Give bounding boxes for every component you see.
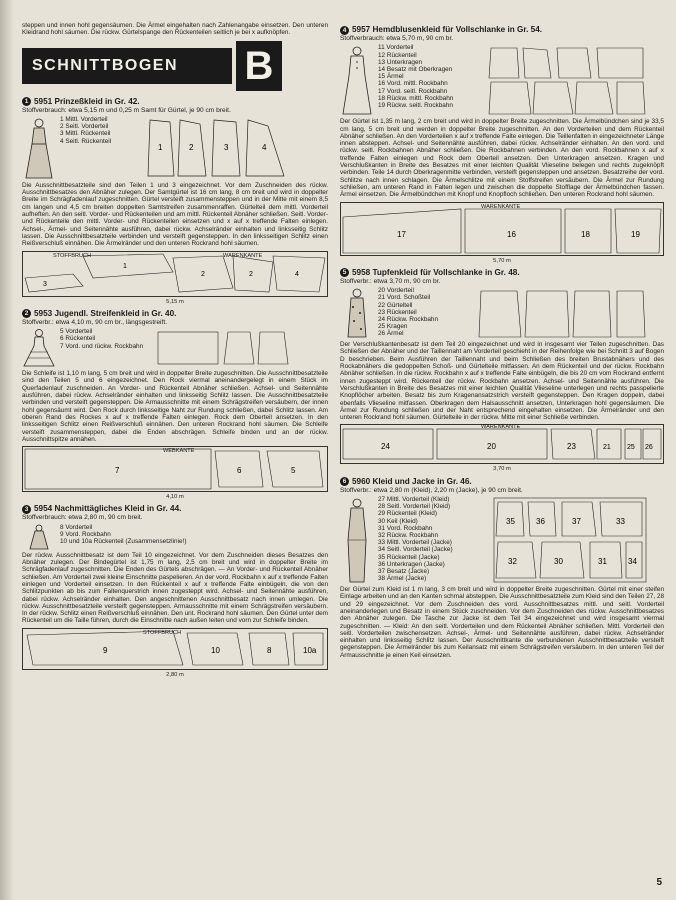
layout-piece-label: 33 bbox=[616, 517, 625, 527]
piece-list bbox=[378, 287, 473, 339]
fabric-usage: Stoffverbrauch: etwa 5,15 m und 0,25 m Samt für Gürtel, je 90 cm breit. bbox=[22, 106, 231, 114]
svg-text:4: 4 bbox=[262, 142, 267, 152]
piece-item: 21 Vord. Schoßteil bbox=[378, 294, 431, 302]
piece-item: 26 Ärmel bbox=[378, 330, 404, 338]
layout-piece-label: 10a bbox=[303, 645, 317, 655]
layout-piece-label: 3 bbox=[43, 280, 47, 288]
section-title: 5957 Hemdblusenkleid für Vollschlanke in Gr. 54. bbox=[352, 25, 543, 34]
layout-piece-label: 19 bbox=[631, 229, 640, 239]
piece-item: 19 Rückw. seitl. Rockbahn bbox=[378, 101, 453, 109]
section-5960 bbox=[340, 477, 664, 659]
svg-text:3: 3 bbox=[224, 142, 229, 152]
section-heading bbox=[340, 268, 664, 278]
piece-list bbox=[378, 44, 483, 116]
layout-piece-label: 34 bbox=[628, 557, 637, 567]
piece-item: 23 Rückenteil bbox=[378, 308, 417, 316]
piece-item: 31 Vord. Rockbahn bbox=[378, 524, 433, 532]
left-column bbox=[22, 22, 328, 679]
sketch-row bbox=[340, 44, 664, 116]
layout-piece-label: 26 bbox=[645, 444, 653, 452]
piece-item: 13 Unterkragen bbox=[378, 58, 423, 66]
piece-item: 4 Seitl. Rückenteil bbox=[60, 137, 112, 145]
sketch-row bbox=[22, 524, 328, 550]
piece-item: 1 Mittl. Vorderteil bbox=[60, 115, 108, 123]
instructions: Der rückw. Ausschnittbesatz ist dem Teil 10 eingezeichnet. Vor dem Zuschneiden dieses Besatzes den Abnäher zulegen. Der Bindegürtel ist 1,75 m lang, 2,5 cm breit und wird in doppelter Breite im Schrägfadenlauf zugeschnitten. Die Enden des Gürtels abschrägen. — An Vorder- und Rückenteil Abnäher schließen. Am Vorderteil zwei kleine Einschnitte paspelieren. An der vord. Rockbahn x auf x treffende Falten einlegen und Vorderteil einsetzen. In den Rückenteil x auf x treffende Falte einbügeln, die von den Schlitzpunkten ab bis zum Faltenquerstrich innen zugesteppt wird. Achsel- und Seitennähte ausführen, dabei rückw. Achselränder einhalten. Den angeschnittenen Ausschnittbesatz nach innen umlegen. Die rückw. Ausschnittbesatzteile versteift gegensteppen. Armausschnitte mit einem Schrägstreifen versäubern. In der rückw. Schlitz einen Reißverschluß einnähen. Den unt. Rockrand hohl säumen. Den Gürtel unter dem Rückenteil um die Taille führen, durch die Einschnitte nach außen leiten und vorn zur Schleife binden. bbox=[22, 551, 328, 625]
pattern-piece-sketches bbox=[144, 116, 294, 180]
piece-item: 25 Kragen bbox=[378, 323, 408, 331]
layout-piece-label: 23 bbox=[567, 442, 576, 452]
layout-piece-label: 36 bbox=[536, 517, 545, 527]
piece-item: 22 Gürteltell bbox=[378, 301, 413, 309]
page-number: 5 bbox=[656, 877, 662, 888]
fabric-usage: Stoffverbrauch: etwa 2,80 m, 90 cm breit. bbox=[22, 514, 143, 522]
piece-item: 6 Rückenteil bbox=[60, 335, 96, 343]
layout-piece-label: 35 bbox=[506, 517, 515, 527]
fabric-usage: Stoffverbrauch: etwa 5,70 m, 90 cm br. bbox=[340, 35, 454, 42]
selvage-label: WARENKANTE bbox=[223, 252, 263, 259]
layout-piece-label: 10 bbox=[211, 645, 220, 655]
banner-letter: B bbox=[236, 41, 282, 91]
section-heading bbox=[22, 97, 328, 107]
layout-piece-label: 9 bbox=[103, 645, 108, 655]
sketch-row bbox=[22, 116, 328, 180]
pattern-piece-sketches bbox=[487, 44, 647, 116]
section-number-badge: 5 bbox=[340, 268, 349, 277]
layout-piece-label: 5 bbox=[291, 466, 296, 476]
piece-item: 8 Vorderteil bbox=[60, 523, 93, 531]
layout-piece-label: 8 bbox=[267, 645, 272, 655]
selvage-label: WARENKANTE bbox=[481, 203, 521, 210]
layout-width: 4,10 m bbox=[166, 494, 184, 501]
page-gutter-shadow bbox=[0, 0, 14, 900]
piece-item: 10 und 10a Rückenteil (Zusammensetzlinie!) bbox=[60, 538, 187, 546]
section-number-badge: 2 bbox=[22, 309, 31, 318]
dress-figure-illustration bbox=[22, 116, 56, 180]
layout-piece-label: 21 bbox=[603, 444, 611, 452]
piece-item: 37 Besatz (Jacke) bbox=[378, 568, 430, 576]
layout-piece-label: 4 bbox=[295, 270, 299, 278]
section-number-badge: 6 bbox=[340, 477, 349, 486]
piece-item: 3 Mittl. Rückenteil bbox=[60, 130, 111, 138]
layout-piece-label: 2 bbox=[201, 270, 205, 278]
piece-list bbox=[60, 524, 210, 550]
piece-item: 9 Vord. Rockbahn bbox=[60, 530, 111, 538]
section-heading bbox=[340, 477, 664, 487]
layout-width: 5,70 m bbox=[493, 257, 511, 264]
section-heading bbox=[22, 504, 328, 514]
instructions: Die Ausschnittbesatzteile sind den Teilen 1 und 3 eingezeichnet. Vor dem Zuschneiden des rückw. Ausschnittbesatzes den Abnäher zulegen. Der Samtgürtel ist 16 cm lang, 8 cm breit und wird in doppelter Breite im Schrägfadenlauf zugeschnitten. Gürtel versteift zusammensteppen und in der Mitte mit einem 8,5 cm langen und 4,5 cm breiten doppelten Samtstreifen zusammenraffen. Gürtelteil dem mittl. Vorderteil aufheften. An den seitl. Vorder- und Rückenteilen und am mittl. Rückenteil Abnäher schließen. Seitl. Vorder- und Rückenteile den mittl. Vorder- und Rückenteilen einsetzen und x auf x treffende Falten einlegen. Achsel-, Ärmel- und Seitennähte ausführen, dabei rückw. Achselränder einhalten und linksseitig Schlitz lassen. Die Ausschnittbesatzteile verbinden und versteift gegensteppen. In den linksseitigen Schlitz einen Reißverschluß einnähen. Die Ärmelränder und den unteren Rockrand hohl säumen. bbox=[22, 181, 328, 248]
piece-item: 5 Vorderteil bbox=[60, 328, 93, 336]
piece-item: 32 Rückw. Rockbahn bbox=[378, 532, 439, 540]
section-heading bbox=[340, 25, 664, 35]
cutting-layout bbox=[22, 628, 328, 670]
fold-label: STOFFBRUCH bbox=[143, 629, 182, 636]
cutting-layout bbox=[340, 424, 664, 464]
section-title: 5953 Jugendl. Streifenkleid in Gr. 40. bbox=[34, 308, 177, 318]
fabric-usage: Stoffverbr.: etwa 4,10 m, 90 cm br., längsgestreift. bbox=[22, 318, 168, 326]
piece-item: 24 Rückw. Rockbahn bbox=[378, 315, 439, 323]
piece-item: 12 Rückenteil bbox=[378, 51, 417, 59]
piece-item: 15 Ärmel bbox=[378, 73, 404, 81]
pattern-sheet-banner bbox=[22, 41, 328, 91]
piece-item: 33 Mittl. Vorderteil (Jacke) bbox=[378, 539, 452, 547]
section-5953 bbox=[22, 309, 328, 502]
instructions: Der Verschlußkantenbesatz ist dem Teil 20 eingezeichnet und wird in insgesamt vier Teilen zugeschnitten. Das Schließen der Abnäher und der Taillennaht am Vorderteil geschieht in der Reihenfolge wie bei Schnitt 3 auf Bogen D beschrieben. Beim Ausführen der Taillennaht und beim Schließen des breiten Brustabnähers und des Rockabnähers die gedoppelten Schoß- und Gürtelteile mitfassen. An dem Rückenteil und der rückw. Rockbahn Abnäher schließen. In die rückw. Rockbahn x auf x treffende Falte einbügeln, die bis 20 cm vom Rockrand entfernt innen zugesteppt wird. Rückenteil der rückw. Rockbahn ansetzen. Achsel- und Seitennähte ausführen. Die Verschlußkanten in Breite des Besatzes mit einer leichten Qualität Vlieseline unterlegen und rechts passpelierte Knopflöcher arbeiten. Besatz bis zum Kragenansatzstrich versteift gegensteppen. Den Kragen doppeln, dabei ebenfalls Vlieseline mitfassen. Oberkragen dem Halsausschnitt ansetzen, Unterkragen hohl gegensäumen. Die Ärmel zur Rundung schließen und der Naht entsprechend eingehalten einsetzen. Die Ärmelränder und den unteren Rockrand hohl säumen. Gürtelteile in der rückw. Mitte mit einer Schließe verbinden. bbox=[340, 341, 664, 422]
layout-piece-label: 6 bbox=[237, 466, 242, 476]
fabric-usage: Stoffverbr.: etwa 3,70 m, 90 cm br. bbox=[340, 277, 441, 285]
banner-title: SCHNITTBOGEN bbox=[22, 48, 232, 84]
piece-item: 20 Vorderteil bbox=[378, 287, 414, 295]
piece-item: 27 Mittl. Vorderteil (Kleid) bbox=[378, 496, 450, 504]
section-title: 5958 Tupfenkleid für Vollschlanke in Gr. 48. bbox=[352, 267, 520, 277]
layout-piece-label: 37 bbox=[572, 517, 581, 527]
layout-piece-label: 30 bbox=[554, 557, 563, 567]
piece-item: 30 Keil (Kleid) bbox=[378, 517, 418, 525]
section-5957 bbox=[340, 25, 664, 265]
piece-list bbox=[60, 328, 150, 368]
section-5958 bbox=[340, 268, 664, 474]
section-title: 5951 Prinzeßkleid in Gr. 42. bbox=[34, 96, 140, 106]
piece-item: 35 Rückenteil (Jacke) bbox=[378, 553, 440, 561]
piece-list bbox=[378, 496, 488, 584]
piece-item: 18 Rückw. mittl. Rockbahn bbox=[378, 94, 454, 102]
layout-piece-label: 1 bbox=[123, 262, 127, 270]
right-column bbox=[340, 22, 664, 661]
layout-width: 3,70 m bbox=[493, 466, 511, 473]
cutting-layout bbox=[22, 446, 328, 492]
section-heading bbox=[22, 309, 328, 319]
layout-piece-label: 32 bbox=[508, 557, 517, 567]
piece-item: 29 Rückenteil (Kleid) bbox=[378, 510, 437, 518]
piece-item: 38 Ärmel (Jacke) bbox=[378, 575, 427, 583]
svg-text:1: 1 bbox=[158, 142, 163, 152]
instructions: Der Gürtel zum Kleid ist 1 m lang, 3 cm breit und wird in doppelter Breite zugeschnitten. Gürtel mit einer steifen Einlage arbeiten und an den Kanten schmal absteppen. Die Ausschnittbesatzteile zum Kleid sind den Teilen 27, 28 und 29 eingezeichnet. Vor dem Zuschneiden des vord. Ausschnittbesatzes mittl. und seitl. Vorderteil aneinanderlegen und Besatz in einem Stück zuschneiden. Vor dem Zuschneiden des rückw. Ausschnittbesatzes den Abnäher zulegen. Die Tasche zur Jacke ist dem Teil 34 eingezeichnet und wird insgesamt viermal zugeschnitten. — Kleid: An den seitl. Vorderteilen und dem Rückenteil Abnäher schließen. Mittl. Vorderteil den seitl. Vorderteilen zwischensetzen. Achsel-, Ärmel- und Seitennähte ausführen, dabei rückw. Achselränder einhalten und linksseitig Schlitz lassen. Der Ausschnittkante die verbundenen Ausschnittbesatzteile versteift gegensteppen. Die Ärmelränder bis zum Keilansatz mit einem Schrägstreifen versäubern. In den unteren Teil der Armausschnitte je einen Keil einsetzen. bbox=[340, 586, 664, 659]
piece-item: 17 Vord. seitl. Rockbahn bbox=[378, 87, 448, 95]
dress-figure-illustration bbox=[340, 496, 374, 584]
svg-text:2: 2 bbox=[189, 142, 194, 152]
layout-piece-label: 18 bbox=[581, 229, 590, 239]
layout-piece-label: 16 bbox=[507, 229, 516, 239]
section-title: 5954 Nachmittägliches Kleid in Gr. 44. bbox=[34, 504, 182, 514]
piece-item: 7 Vord. und rückw. Rockbahn bbox=[60, 342, 144, 350]
piece-item: 2 Seitl. Vorderteil bbox=[60, 123, 109, 131]
sketch-row bbox=[340, 287, 664, 339]
layout-piece-label: 7 bbox=[115, 466, 120, 476]
pattern-piece-sketches bbox=[154, 328, 294, 368]
piece-item: 16 Vord. mittl. Rockbahn bbox=[378, 80, 448, 88]
section-number-badge: 4 bbox=[340, 26, 349, 35]
piece-item: 14 Besatz mit Oberkragen bbox=[378, 65, 453, 73]
dress-figure-illustration bbox=[340, 287, 374, 339]
section-5954 bbox=[22, 504, 328, 679]
fold-label: STOFFBRUCH bbox=[53, 252, 92, 259]
instructions: Der Gürtel ist 1,35 m lang, 2 cm breit und wird in doppelter Breite zugeschnitten. Die Ärmelbündchen sind je 33,5 cm lang, 5 cm breit und werden in doppelter Breite zugeschnitten. An den Vorderteilen und dem Rückenteil Abnäher schließen. An den Vorderteilen x auf x treffende Falte einlegen. Die Teillenfalten in eingezeichneter Länge innen absteppen. Achsel- und Seitennähte ausführen, dabei rückw. Achselränder einhalten. An den vord. und rückw. seitl. Rockbahnen Abnäher schließen. Die Rockbahnen verbinden. An den vord. Rockbahnen x auf x treffende Falten einlegen und Rock dem Oberteil ansetzen. Den Unterkragen ansetzen. Kragen und Verschlußkanten in Breite des Besatzes mit einer leichten Qualität Vlieseline belegen und rechts zugeknöpft verbinden. Teile 14 durch Oberkragenmitte verbinden, versteift gegensteppen und ansetzen. Besatzreihe der vord. Schlitze nach innen schlagen. Die Ärmelschlitze mit einem Stoffstreifen versäubern. Die Ärmel zur Rundung schließen, am unteren Rand in Falten legen und zwischen die doppelte Stofflage der Ärmelbündchen fassen. Ärmel einsetzen. Die Ärmelbündchen mit Knopf und Knopfloch schließen. Den unteren Rockrand hohl säumen. bbox=[340, 118, 664, 199]
layout-width: 5,15 m bbox=[166, 298, 184, 305]
layout-piece-label: 24 bbox=[381, 442, 390, 452]
selvage-label: WEBKANTE bbox=[163, 448, 195, 455]
piece-list bbox=[60, 116, 140, 180]
cutting-layout bbox=[340, 202, 664, 256]
intro-paragraph: steppen und innen hohl gegensäumen. Die Ärmel eingehalten nach Zahlenangabe einsetzen. Den unteren Kleidrand hohl säumen. Die rückw. Gürtelspange den Rückenteilen seitlich je bei x aufknöpfen. bbox=[22, 22, 328, 37]
layout-width: 2,80 m bbox=[166, 671, 184, 678]
section-number-badge: 3 bbox=[22, 505, 31, 514]
piece-item: 34 Seitl. Vorderteil (Jacke) bbox=[378, 546, 453, 554]
layout-piece-label: 31 bbox=[598, 557, 607, 567]
layout-piece-label: 2 bbox=[249, 270, 253, 278]
dress-figure-illustration bbox=[340, 44, 374, 116]
piece-item: 11 Vorderteil bbox=[378, 44, 414, 52]
pattern-piece-sketches bbox=[492, 496, 648, 584]
instructions: Die Schleife ist 1,10 m lang, 5 cm breit und wird in doppelter Breite zugeschnitten. Die Ausschnittbesatzteile sind den Teilen 5 und 6 eingezeichnet. Den Rock viermal aneinandergelegt in einem Stück im Querfadenlauf zuschneiden. An Vorder- und Rückenteil Abnäher schließen. Achsel- und Seitennähte ausführen, dabei rückw. Achselränder einhalten und linksseitig Schlitz lassen. Die Ausschnittbesatzteile verbinden und versteift gegensteppen. Die Armausschnitte mit einem Schrägstreifen versäubern, der innen hohl gegensäumt wird. Den Rock durch linksseitige Naht zur Rundung schließen, dabei Schlitz lassen. Am oberen Rand des Rockes x auf x treffende Falten einlegen. Rock dem Oberteil ansetzen. In den linksseitigen Schlitz einen Reißverschluß einnähen. Den unteren Rockrand hohl säumen. Die Schleife versteift zusammensteppen, dabei die Enden abschrägen. Schleife binden und an der rückw. Ausschnittspitze annähen. bbox=[22, 370, 328, 443]
section-5951 bbox=[22, 97, 328, 306]
piece-item: 36 Unterkragen (Jacke) bbox=[378, 560, 445, 568]
dress-figure-illustration bbox=[22, 328, 56, 368]
section-title: 5960 Kleid und Jacke in Gr. 46. bbox=[352, 476, 472, 486]
selvage-label: WARENKANTE bbox=[481, 424, 521, 431]
layout-piece-label: 20 bbox=[487, 442, 496, 452]
sketch-row bbox=[22, 328, 328, 368]
sketch-row bbox=[340, 496, 664, 584]
cutting-layout bbox=[22, 251, 328, 297]
piece-item: 28 Seitl. Vorderteil (Kleid) bbox=[378, 503, 451, 511]
layout-piece-label: 17 bbox=[397, 229, 406, 239]
fabric-usage: Stoffverbr.: etwa 2,80 m (Kleid), 2,20 m (Jacke), je 90 cm breit. bbox=[340, 486, 523, 494]
section-number-badge: 1 bbox=[22, 97, 31, 106]
layout-piece-label: 25 bbox=[627, 444, 635, 452]
pattern-piece-sketches bbox=[477, 287, 647, 339]
dress-figure-illustration bbox=[22, 524, 56, 550]
